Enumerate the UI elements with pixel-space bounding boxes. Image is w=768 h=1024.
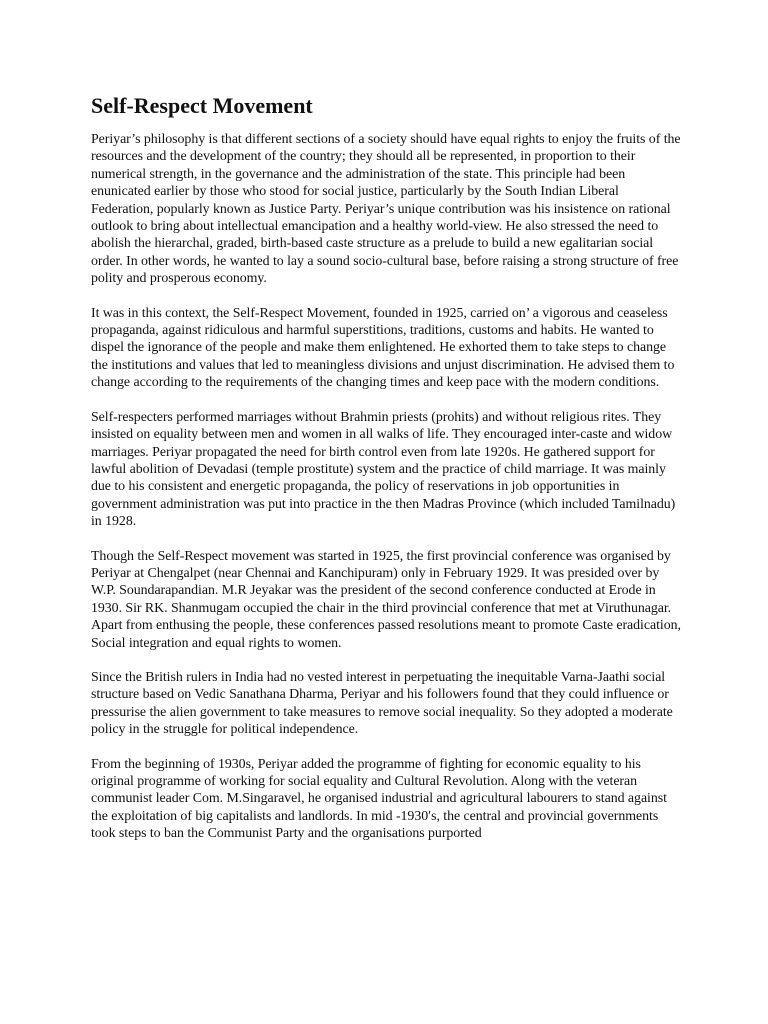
- paragraph-5: Since the British rulers in India had no vested interest in perpetuating the inequitable Varna-Jaathi social structure based on Vedic Sanathana Dharma, Periyar and his followers found that they could influence or pressurise the alien government to take measures to remove social inequality. So they adopted a moderate policy in the struggle for political independence.: [91, 669, 673, 738]
- page-title: Self-Respect Movement: [91, 93, 313, 118]
- paragraph-1: Periyar’s philosophy is that different sections of a society should have equal rights to enjoy the fruits of the resources and the development of the country; they should all be represented, in proportion to their numerical strength, in the governance and the administration of the state. This principle had been enunicated earlier by those who stood for social justice, particularly by the South Indian Liberal Federation, popularly known as Justice Party. Periyar’s unique contribution was his insistence on rational outlook to bring about intellectual emancipation and a healthy world-view. He also stressed the need to abolish the hierarchal, graded, birth-based caste structure as a prelude to build a new egalitarian social order. In other words, he wanted to lay a sound socio-cultural base, before raising a strong structure of free polity and prosperous economy.: [91, 132, 681, 287]
- paragraph-6: From the beginning of 1930s, Periyar added the programme of fighting for economic equality to his original programme of working for social equality and Cultural Revolution. Along with the veteran communist leader Com. M.Singaravel, he organised industrial and agricultural labourers to stand against the exploitation of big capitalists and landlords. In mid -1930′s, the central and provincial governments took steps to ban the Communist Party and the organisations purported: [91, 756, 667, 842]
- document-body: [91, 93, 683, 860]
- paragraph-3: Self-respecters performed marriages without Brahmin priests (prohits) and without religious rites. They insisted on equality between men and women in all walks of life. They encouraged inter-caste and widow marriages. Periyar propagated the need for birth control even from late 1920s. He gathered support for lawful abolition of Devadasi (temple prostitute) system and the practice of child marriage. It was mainly due to his consistent and energetic propaganda, the policy of reservations in job opportunities in government administration was put into practice in the then Madras Province (which included Tamilnadu) in 1928.: [91, 409, 676, 530]
- paragraph-4: Though the Self-Respect movement was started in 1925, the first provincial conference was organised by Periyar at Chengalpet (near Chennai and Kanchipuram) only in February 1929. It was presided over by W.P. Soundarapandian. M.R Jeyakar was the president of the second conference conducted at Erode in 1930. Sir RK. Shanmugam occupied the chair in the third provincial conference that met at Viruthunagar. Apart from enthusing the people, these conferences passed resolutions meant to promote Caste eradication, Social integration and equal rights to women.: [91, 548, 681, 651]
- paragraph-2: It was in this context, the Self-Respect Movement, founded in 1925, carried on’ a vigorous and ceaseless propaganda, against ridiculous and harmful superstitions, traditions, customs and habits. He wanted to dispel the ignorance of the people and make them enlightened. He exhorted them to take steps to change the institutions and values that led to meaningless divisions and unjust discrimination. He advised them to change according to the requirements of the changing times and keep pace with the modern conditions.: [91, 305, 675, 391]
